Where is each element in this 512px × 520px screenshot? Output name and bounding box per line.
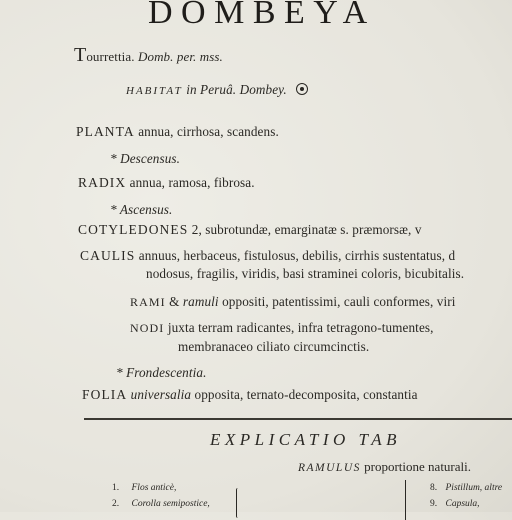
nodi-term: NODI xyxy=(130,321,165,335)
habitat-line xyxy=(126,82,308,98)
perennial-symbol-icon xyxy=(296,83,308,95)
explicatio-heading: EXPLICATIO TAB xyxy=(210,430,401,449)
plate-item-1 xyxy=(112,483,176,493)
ramulus-term: RAMULUS xyxy=(298,462,361,474)
plate-item-number: 1. xyxy=(112,483,120,493)
habitat-text: in Peruâ. Dombey. xyxy=(186,82,287,97)
plate-item-label: Capsula, xyxy=(445,499,480,509)
caulis-continuation: nodosus, fragilis, viridis, basi straminei coloris, bicubitalis. xyxy=(146,266,465,281)
radix-text: annua, ramosa, fibrosa. xyxy=(129,175,255,190)
frondescentia-heading: * Frondescentia. xyxy=(116,365,207,380)
rami-italic: ramuli xyxy=(182,294,219,309)
synonym-initial: T xyxy=(74,44,87,66)
folia-term: FOLIA xyxy=(82,387,128,402)
synonym-ref: Domb. per. mss. xyxy=(137,49,223,64)
brace xyxy=(236,488,245,518)
caulis-term: CAULIS xyxy=(80,248,136,263)
caulis-text: annuus, herbaceus, fistulosus, debilis, cirrhis sustentatus, d xyxy=(138,248,456,263)
radix-term: RADIX xyxy=(78,175,127,190)
cotyledones-line xyxy=(78,222,422,238)
nodi-line xyxy=(130,320,434,336)
folia-text: opposita, ternato-decomposita, constantia xyxy=(194,387,418,402)
ramulus-text: proportione naturali. xyxy=(364,459,471,474)
plate-item-9 xyxy=(430,499,480,509)
plate-item-2 xyxy=(112,499,210,509)
plate-item-number: 2. xyxy=(112,499,120,509)
rami-text: oppositi, patentissimi, cauli conformes, viri xyxy=(222,294,456,309)
cotyledones-term: COTYLEDONES xyxy=(78,222,189,237)
synonym-line xyxy=(74,44,223,67)
radix-line xyxy=(78,175,255,191)
section-divider xyxy=(84,418,512,420)
genus-title: DOMBEYA xyxy=(148,0,376,31)
nodi-continuation: membranaceo ciliato circumcinctis. xyxy=(178,339,370,354)
rami-line xyxy=(130,294,456,310)
folia-line xyxy=(82,387,418,403)
planta-text: annua, cirrhosa, scandens. xyxy=(138,124,279,139)
habitat-label: HABITAT xyxy=(126,85,183,97)
plate-item-number: 9. xyxy=(430,499,438,509)
ascensus-heading: * Ascensus. xyxy=(110,202,173,217)
planta-line xyxy=(76,124,279,140)
plate-item-label: Flos anticè, xyxy=(131,483,177,493)
ramulus-line xyxy=(298,459,471,475)
column-divider xyxy=(405,480,406,520)
synonym-name: ourrettia. xyxy=(86,49,135,64)
descensus-heading: * Descensus. xyxy=(110,151,181,166)
rami-term: RAMI xyxy=(130,295,166,309)
planta-term: PLANTA xyxy=(76,124,135,139)
folia-italic: universalia xyxy=(130,387,192,402)
nodi-text: juxta terram radicantes, infra tetragono-tumentes, xyxy=(167,320,434,335)
caulis-line xyxy=(80,248,455,264)
plate-item-label: Pistillum, altre xyxy=(445,483,503,493)
plate-item-number: 8. xyxy=(430,483,438,493)
cotyledones-text: 2, subrotundæ, emarginatæ s. præmorsæ, v xyxy=(191,222,422,237)
plate-item-label: Corolla semipostice, xyxy=(131,499,210,509)
rami-amp: & xyxy=(169,294,180,309)
plate-item-8 xyxy=(430,483,502,493)
